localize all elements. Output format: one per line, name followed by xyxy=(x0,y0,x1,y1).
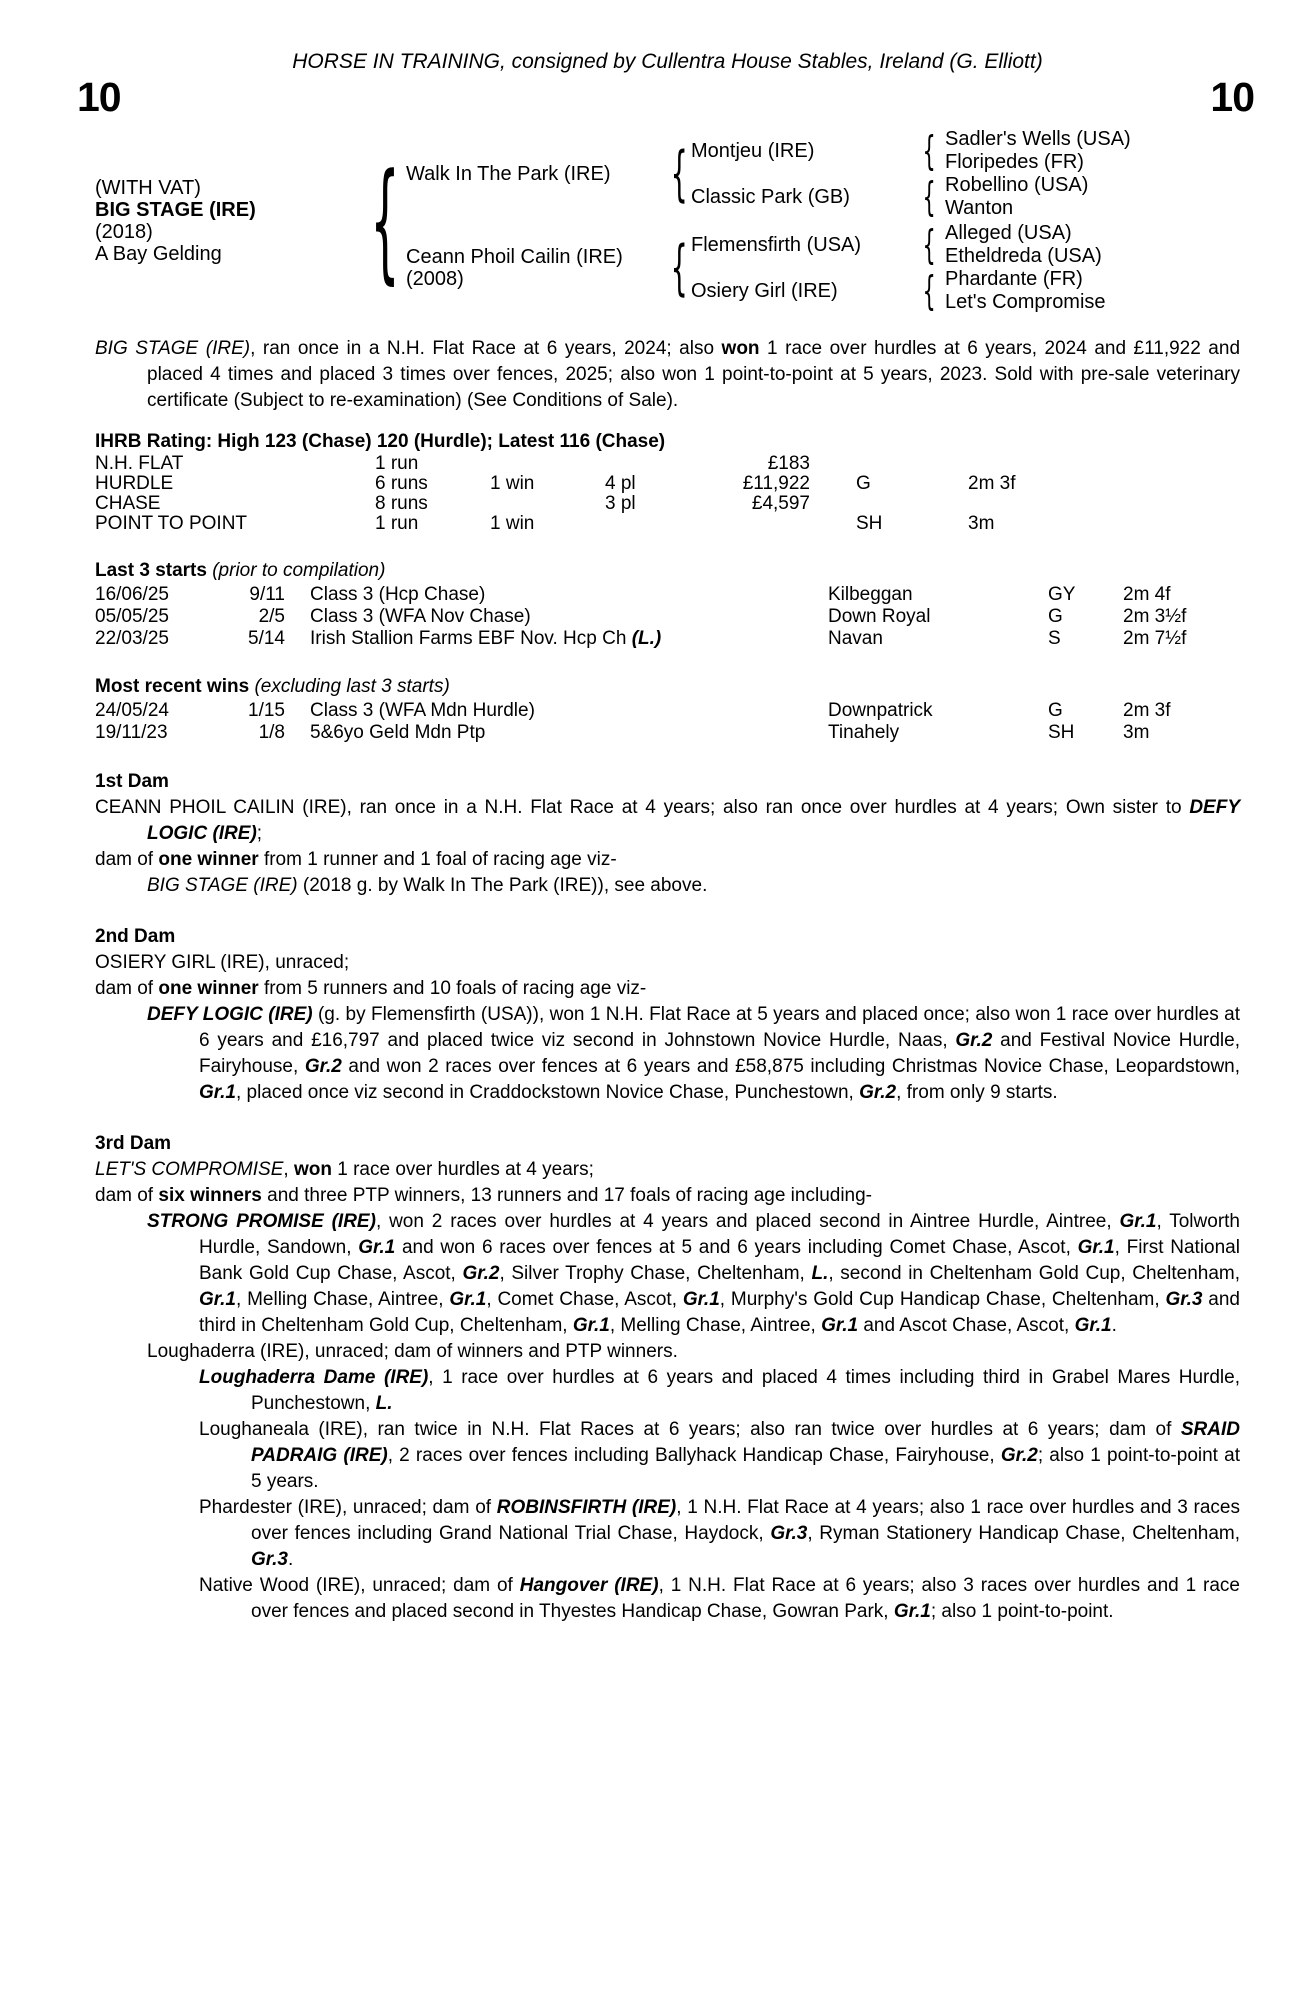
maternal-grandsire-block xyxy=(691,222,1240,268)
paternal-grandsire-block xyxy=(691,128,1240,174)
record-places xyxy=(605,514,665,534)
lot-number-row xyxy=(77,76,1254,118)
start-venue: Navan xyxy=(828,628,883,649)
recent-wins-table xyxy=(95,674,1240,744)
third-dam-section xyxy=(95,1131,1240,1625)
start-position: 2/5 xyxy=(258,606,285,627)
great-granddam-name: Let's Compromise xyxy=(945,291,1106,313)
recent-wins-heading: Most recent wins (excluding last 3 starts) xyxy=(95,676,450,697)
record-places: 4 pl xyxy=(605,473,636,494)
record-discipline: N.H. FLAT xyxy=(95,453,184,474)
record-places xyxy=(605,454,665,474)
great-granddam-name: Wanton xyxy=(945,197,1014,219)
last-3-starts-heading: Last 3 starts (prior to compilation) xyxy=(95,560,386,581)
win-going: SH xyxy=(1048,722,1075,743)
first-dam-section xyxy=(95,769,1240,899)
record-wins: 1 win xyxy=(490,513,535,534)
record-row xyxy=(95,474,1240,494)
dam-paragraph: dam of one winner from 1 runner and 1 foal of racing age viz- xyxy=(95,849,617,870)
pedigree-table xyxy=(95,128,1240,314)
win-position: 1/15 xyxy=(248,700,285,721)
start-race: Class 3 (Hcp Chase) xyxy=(310,584,486,605)
record-row xyxy=(95,514,1240,534)
progeny-paragraph: Loughaderra Dame (IRE), 1 race over hurdles at 6 years and placed 4 times including third in Grabel Mares Hurdle, Punchestown, L. xyxy=(199,1367,1240,1414)
start-date: 05/05/25 xyxy=(95,606,169,627)
dam-birth-year: (2008) xyxy=(406,268,464,290)
third-dam-heading: 3rd Dam xyxy=(95,1133,172,1154)
first-dam-heading: 1st Dam xyxy=(95,771,169,792)
win-venue: Tinahely xyxy=(828,722,900,743)
start-distance: 2m 3½f xyxy=(1123,606,1187,627)
win-going: G xyxy=(1048,700,1063,721)
start-going: S xyxy=(1048,628,1061,649)
win-position: 1/8 xyxy=(258,722,285,743)
record-runs: 1 run xyxy=(375,453,419,474)
progeny-paragraph: Native Wood (IRE), unraced; dam of Hangover (IRE), 1 N.H. Flat Race at 6 years; also 3 races over hurdles and 1 race over fences and placed second in Thyestes Handicap Chase, Gowran Park, Gr.1; also 1 point-to-point. xyxy=(199,1575,1241,1622)
sire-grandparents xyxy=(691,128,1240,220)
paternal-granddam-block xyxy=(691,174,1240,220)
record-runs: 6 runs xyxy=(375,473,428,494)
start-going: GY xyxy=(1048,584,1076,605)
rating-line: IHRB Rating: High 123 (Chase) 120 (Hurdle); Latest 116 (Chase) xyxy=(95,431,666,452)
record-places: 3 pl xyxy=(605,493,636,514)
start-date: 16/06/25 xyxy=(95,584,169,605)
dam-paragraph: dam of one winner from 5 runners and 10 foals of racing age viz- xyxy=(95,978,647,999)
dam-paragraph: LET'S COMPROMISE, won 1 race over hurdles at 4 years; xyxy=(95,1159,594,1180)
record-going xyxy=(810,494,966,514)
win-venue: Downpatrick xyxy=(828,700,933,721)
start-row xyxy=(95,606,1240,628)
dam-paragraph: OSIERY GIRL (IRE), unraced; xyxy=(95,952,350,973)
second-dam-section xyxy=(95,924,1240,1106)
record-earnings: £4,597 xyxy=(751,493,810,514)
progeny-paragraph: Loughaderra (IRE), unraced; dam of winners and PTP winners. xyxy=(147,1341,678,1362)
paternal-granddam-name: Classic Park (GB) xyxy=(691,186,850,208)
record-distance xyxy=(966,494,1240,514)
start-row xyxy=(95,584,1240,606)
dam-name: Ceann Phoil Cailin (IRE) xyxy=(406,246,623,268)
record-going: SH xyxy=(856,513,883,534)
record-earnings: £183 xyxy=(767,453,810,474)
start-row xyxy=(95,628,1240,650)
horse-description: A Bay Gelding xyxy=(95,243,222,265)
great-granddam-name: Etheldreda (USA) xyxy=(945,245,1102,267)
win-distance: 2m 3f xyxy=(1123,700,1171,721)
pedigree-main-brace xyxy=(363,166,406,276)
race-description: BIG STAGE (IRE), ran once in a N.H. Flat Race at 6 years, 2024; also won 1 race over hurdles at 6 years, 2024 and £11,922 and placed 4 times and placed 3 times over fences, 2025; also won 1 point-to-point at 5 years, 2023. Sold with pre-sale veterinary certificate (Subject to re-examination) (See Conditions of Sale). xyxy=(95,338,1241,411)
second-dam-heading: 2nd Dam xyxy=(95,926,176,947)
maternal-grandsire-brace xyxy=(914,226,945,264)
maternal-granddam-brace xyxy=(914,272,945,310)
maternal-granddam-name: Osiery Girl (IRE) xyxy=(691,280,838,302)
lot-number-left: 10 xyxy=(77,74,121,120)
record-wins xyxy=(490,454,605,474)
dam-branch xyxy=(406,222,1240,314)
record-discipline: HURDLE xyxy=(95,473,174,494)
pedigree-tree xyxy=(406,128,1240,314)
progeny-paragraph: DEFY LOGIC (IRE) (g. by Flemensfirth (USA)), won 1 N.H. Flat Race at 5 years and placed once; also won 1 race over hurdles at 6 years and £16,797 and placed twice viz second in Johnstown Novice Hurdle, Naas, Gr.2 and Festival Novice Hurdle, Fairyhouse, Gr.2 and won 2 races over fences at 6 years and £58,875 including Christmas Novice Chase, Leopardstown, Gr.1, placed once viz second in Craddockstown Novice Chase, Punchestown, Gr.2, from only 9 starts. xyxy=(147,1004,1241,1103)
great-grandsire-name: Phardante (FR) xyxy=(945,268,1083,290)
start-venue: Down Royal xyxy=(828,606,931,627)
record-earnings xyxy=(665,514,810,534)
record-distance: 3m xyxy=(968,513,995,534)
dam-paragraph: CEANN PHOIL CAILIN (IRE), ran once in a N.H. Flat Race at 4 years; also ran once over hurdles at 4 years; Own sister to DEFY LOGIC (IRE); xyxy=(95,797,1240,844)
record-wins: 1 win xyxy=(490,473,535,494)
record-row xyxy=(95,454,1240,474)
win-row xyxy=(95,700,1240,722)
win-race: 5&6yo Geld Mdn Ptp xyxy=(310,722,486,743)
win-date: 19/11/23 xyxy=(95,722,168,743)
great-grandsire-name: Robellino (USA) xyxy=(945,174,1089,196)
horse-info-block xyxy=(95,177,363,265)
win-race: Class 3 (WFA Mdn Hurdle) xyxy=(310,700,535,721)
great-grandsire-name: Alleged (USA) xyxy=(945,222,1072,244)
paternal-granddam-parents xyxy=(945,174,1240,220)
start-race: Irish Stallion Farms EBF Nov. Hcp Ch (L.) xyxy=(310,628,662,649)
dam-paragraph: dam of six winners and three PTP winners, 13 runners and 17 foals of racing age including- xyxy=(95,1185,873,1206)
horse-name: BIG STAGE (IRE) xyxy=(95,199,256,221)
dam-brace xyxy=(668,241,691,295)
progeny-paragraph: BIG STAGE (IRE) (2018 g. by Walk In The Park (IRE)), see above. xyxy=(147,875,708,896)
sire-name: Walk In The Park (IRE) xyxy=(406,163,611,185)
race-record-table xyxy=(95,454,1240,534)
paternal-granddam-brace xyxy=(914,178,945,216)
horse-birth-year: (2018) xyxy=(95,221,153,243)
record-distance: 2m 3f xyxy=(968,473,1016,494)
vat-note: (WITH VAT) xyxy=(95,177,201,199)
maternal-granddam-block xyxy=(691,268,1240,314)
maternal-grandsire-name: Flemensfirth (USA) xyxy=(691,234,862,256)
paternal-grandsire-name: Montjeu (IRE) xyxy=(691,140,815,162)
record-row xyxy=(95,494,1240,514)
record-discipline: CHASE xyxy=(95,493,161,514)
record-distance xyxy=(966,454,1240,474)
record-runs: 1 run xyxy=(375,513,419,534)
last-3-starts-table xyxy=(95,558,1240,650)
start-distance: 2m 4f xyxy=(1123,584,1171,605)
win-distance: 3m xyxy=(1123,722,1150,743)
paternal-grandsire-parents xyxy=(945,128,1240,174)
progeny-paragraph: Phardester (IRE), unraced; dam of ROBINSFIRTH (IRE), 1 N.H. Flat Race at 4 years; also 1 race over hurdles and 3 races over fences including Grand National Trial Chase, Haydock, Gr.3, Ryman Stationery Handicap Chase, Cheltenham, Gr.3. xyxy=(199,1497,1241,1570)
maternal-grandsire-parents xyxy=(945,222,1240,268)
maternal-granddam-parents xyxy=(945,268,1240,314)
sire-branch xyxy=(406,128,1240,220)
progeny-paragraph: STRONG PROMISE (IRE), won 2 races over hurdles at 4 years and placed second in Aintree Hurdle, Aintree, Gr.1, Tolworth Hurdle, Sandown, Gr.1 and won 6 races over fences at 5 and 6 years including Comet Chase, Ascot, Gr.1, First National Bank Gold Cup Chase, Ascot, Gr.2, Silver Trophy Chase, Cheltenham, L., second in Cheltenham Gold Cup, Cheltenham, Gr.1, Melling Chase, Aintree, Gr.1, Comet Chase, Ascot, Gr.1, Murphy's Gold Cup Handicap Chase, Cheltenham, Gr.3 and third in Cheltenham Gold Cup, Cheltenham, Gr.1, Melling Chase, Aintree, Gr.1 and Ascot Chase, Ascot, Gr.1. xyxy=(147,1211,1241,1336)
win-row xyxy=(95,722,1240,744)
start-distance: 2m 7½f xyxy=(1123,628,1187,649)
progeny-paragraph: Loughaneala (IRE), ran twice in N.H. Flat Races at 6 years; also ran twice over hurdles at 6 years; dam of SRAID PADRAIG (IRE), 2 races over fences including Ballyhack Handicap Chase, Fairyhouse, Gr.2; also 1 point-to-point at 5 years. xyxy=(199,1419,1240,1492)
win-date: 24/05/24 xyxy=(95,700,169,721)
start-going: G xyxy=(1048,606,1063,627)
great-granddam-name: Floripedes (FR) xyxy=(945,151,1084,173)
start-date: 22/03/25 xyxy=(95,628,169,649)
great-grandsire-name: Sadler's Wells (USA) xyxy=(945,128,1131,150)
consignor-line: HORSE IN TRAINING, consigned by Cullentra House Stables, Ireland (G. Elliott) xyxy=(292,50,1043,73)
record-going: G xyxy=(856,473,871,494)
record-wins xyxy=(490,494,605,514)
dam-name-block xyxy=(406,246,668,290)
record-going xyxy=(810,454,966,474)
start-venue: Kilbeggan xyxy=(828,584,913,605)
sire-brace xyxy=(668,147,691,201)
start-position: 5/14 xyxy=(248,628,285,649)
dam-grandparents xyxy=(691,222,1240,314)
record-runs: 8 runs xyxy=(375,493,428,514)
record-earnings: £11,922 xyxy=(742,473,810,494)
paternal-grandsire-brace xyxy=(914,132,945,170)
start-race: Class 3 (WFA Nov Chase) xyxy=(310,606,531,627)
lot-number-right: 10 xyxy=(1210,74,1254,120)
record-discipline: POINT TO POINT xyxy=(95,513,248,534)
start-position: 9/11 xyxy=(249,584,285,605)
